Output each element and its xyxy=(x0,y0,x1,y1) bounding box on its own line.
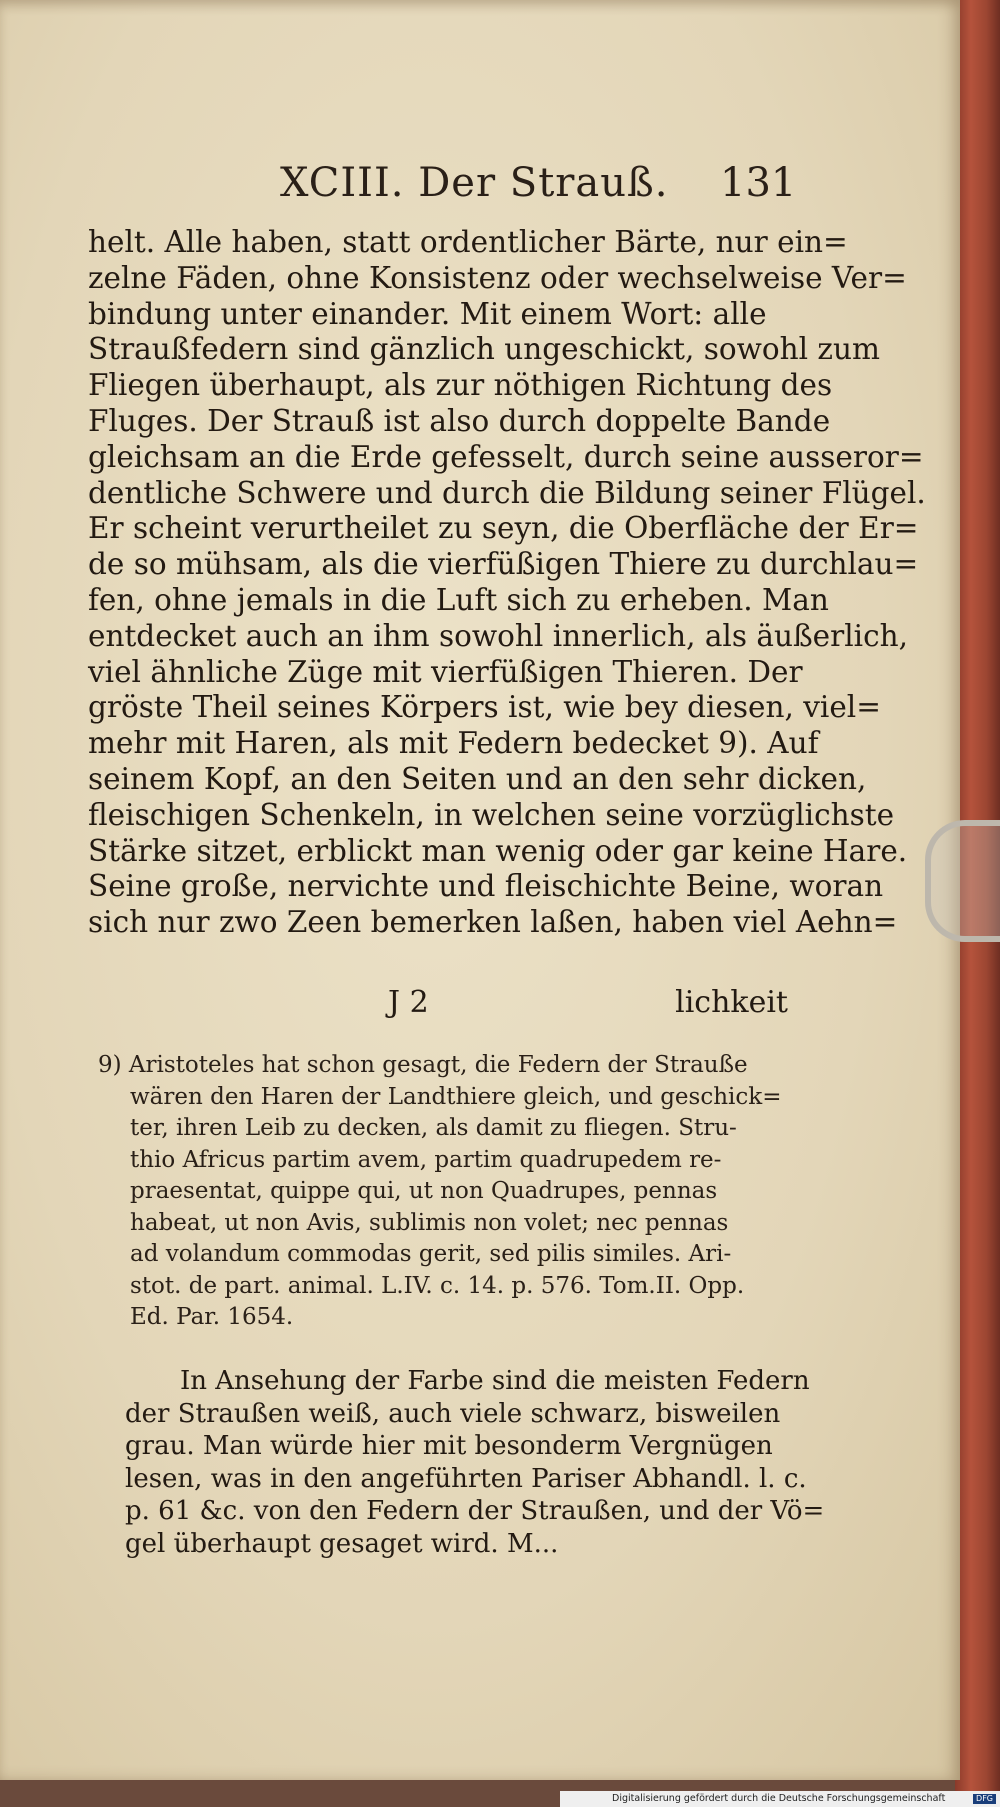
text-line: gröste Theil seines Körpers ist, wie bey diesen, viel= xyxy=(88,690,881,725)
text-line: de so mühsam, als die vierfüßigen Thiere zu durchlau= xyxy=(88,547,919,582)
footnote-line: wären den Haren der Landthiere gleich, und geschick= xyxy=(130,1083,782,1110)
text-line: Stärke sitzet, erblickt man wenig oder gar keine Hare. xyxy=(88,833,908,868)
text-line: viel ähnliche Züge mit vierfüßigen Thieren. Der xyxy=(88,654,803,689)
text-line: p. 61 &c. von den Federn der Straußen, und der Vö= xyxy=(125,1496,825,1526)
footnote-line: praesentat, quippe qui, ut non Quadrupes, pennas xyxy=(130,1178,718,1204)
page-header xyxy=(0,160,960,220)
digitization-credit xyxy=(560,1791,1000,1807)
footnote-line: 9) Aristoteles hat schon gesagt, die Federn der Strauße xyxy=(98,1052,748,1078)
text-line: helt. Alle haben, statt ordentlicher Bärte, nur ein= xyxy=(88,225,848,259)
credit-text: Digitalisierung gefördert durch die Deutsche Forschungsgemeinschaft xyxy=(612,1793,946,1804)
footnote xyxy=(98,1050,782,1334)
text-line: fen, ohne jemals in die Luft sich zu erheben. Man xyxy=(88,582,829,617)
text-line: der Straußen weiß, auch viele schwarz, bisweilen xyxy=(125,1398,781,1429)
text-line: entdecket auch an ihm sowohl innerlich, als äußerlich, xyxy=(88,618,908,653)
footnote-line: ad volandum commodas gerit, sed pilis similes. Ari- xyxy=(130,1241,732,1267)
signature-mark: J 2 xyxy=(388,985,429,1020)
text-line: Fluges. Der Strauß ist also durch doppelte Bande xyxy=(88,403,831,438)
text-line: fleischigen Schenkeln, in welchen seine vorzüglichste xyxy=(88,797,895,832)
catchword: lichkeit xyxy=(675,985,788,1020)
paper-clip xyxy=(925,820,1000,942)
text-line: mehr mit Haren, als mit Federn bedecket 9). Auf xyxy=(88,726,819,761)
footnote-line: stot. de part. animal. L.IV. c. 14. p. 576. Tom.II. Opp. xyxy=(130,1272,745,1299)
signature-row xyxy=(88,985,788,1025)
paragraph-two xyxy=(125,1365,825,1560)
running-head: XCIII. Der Strauß. xyxy=(280,160,669,206)
text-line: grau. Man würde hier mit besonderm Vergnügen xyxy=(125,1431,773,1461)
text-line: gleichsam an die Erde gefesselt, durch seine ausseror= xyxy=(88,439,924,474)
text-line: zelne Fäden, ohne Konsistenz oder wechselweise Ver= xyxy=(88,260,907,295)
text-line: sich nur zwo Zeen bemerken laßen, haben viel Aehn= xyxy=(88,905,898,940)
text-line: Fliegen überhaupt, als zur nöthigen Richtung des xyxy=(88,368,833,403)
text-line: In Ansehung der Farbe sind die meisten Federn xyxy=(180,1366,810,1396)
text-line: gel überhaupt gesaget wird. M... xyxy=(125,1528,559,1559)
footnote-line: Ed. Par. 1654. xyxy=(130,1304,294,1330)
main-text-block xyxy=(88,225,926,941)
text-line: Seine große, nervichte und fleischichte Beine, woran xyxy=(88,869,884,904)
text-line: Er scheint verurtheilet zu seyn, die Oberfläche der Er= xyxy=(88,511,919,546)
footnote-line: ter, ihren Leib zu decken, als damit zu fliegen. Stru- xyxy=(130,1115,737,1141)
text-line: bindung unter einander. Mit einem Wort: alle xyxy=(88,296,767,331)
text-line: dentliche Schwere und durch die Bildung seiner Flügel. xyxy=(88,475,926,510)
text-line: lesen, was in den angeführten Pariser Abhandl. l. c. xyxy=(125,1463,807,1494)
text-line: Straußfedern sind gänzlich ungeschickt, sowohl zum xyxy=(88,332,880,367)
footnote-line: thio Africus partim avem, partim quadrupedem re- xyxy=(130,1146,722,1173)
dfg-logo: DFG xyxy=(973,1794,996,1804)
footnote-line: habeat, ut non Avis, sublimis non volet; nec pennas xyxy=(130,1209,729,1236)
text-line: seinem Kopf, an den Seiten und an den sehr dicken, xyxy=(88,761,867,796)
page-number: 131 xyxy=(720,160,797,206)
